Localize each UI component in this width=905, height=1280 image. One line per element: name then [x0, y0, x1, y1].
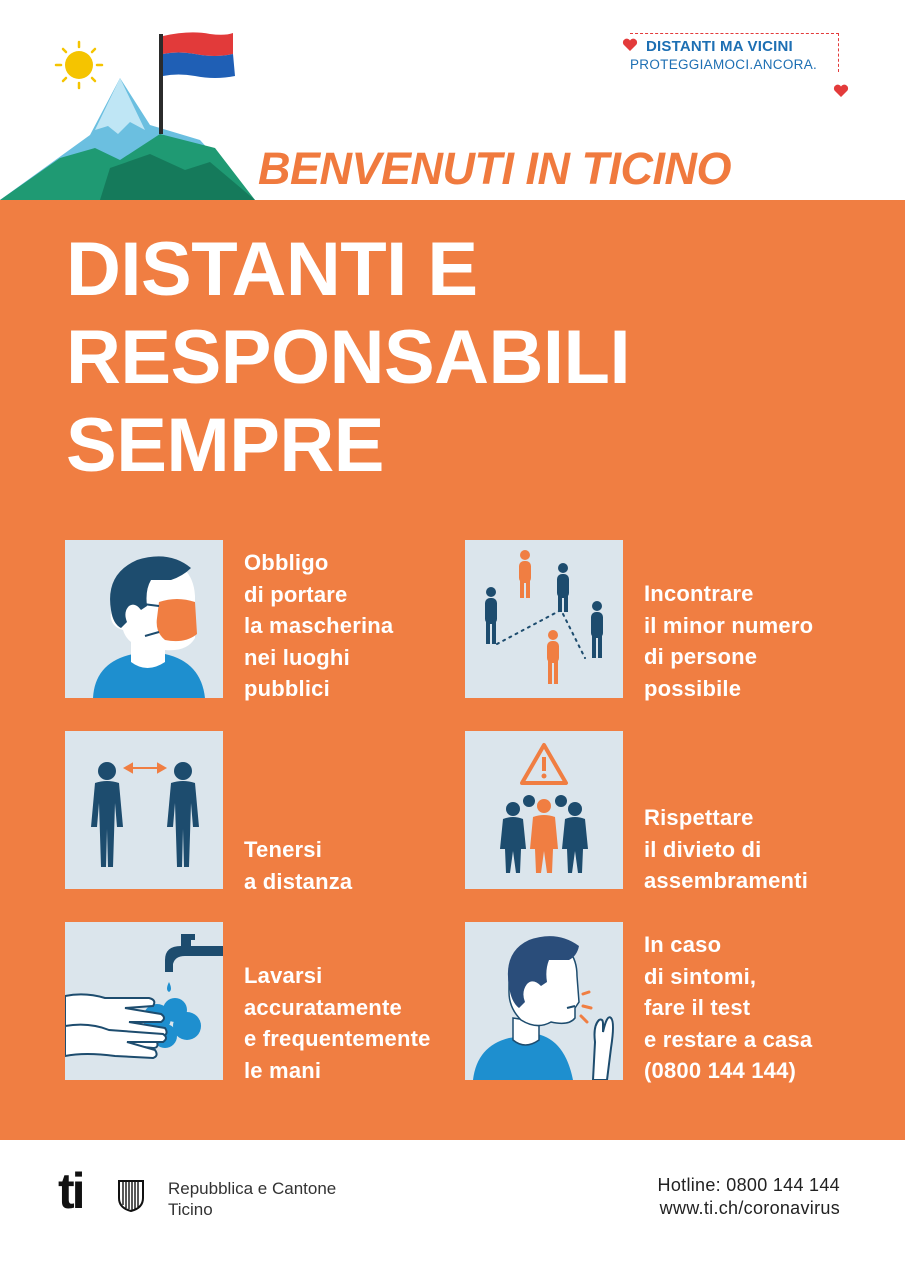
coughing-person-icon [465, 922, 623, 1080]
rule-text-line: e frequentemente [244, 1026, 431, 1051]
rule-text-line: di sintomi, [644, 963, 757, 989]
mountain-flag-icon [0, 30, 260, 202]
no-gatherings-tile [465, 731, 623, 889]
rule-text-line: Obbligo [244, 550, 329, 575]
headline-line: SEMPRE [66, 403, 384, 488]
rule-text-line: di portare [244, 581, 348, 607]
symptoms-rule [644, 929, 812, 1087]
people-meeting-tile [465, 540, 623, 698]
mask-rule [244, 547, 393, 705]
coughing-tile [465, 922, 623, 1080]
rule-text-line: la mascherina [244, 613, 394, 638]
badge-subtitle: PROTEGGIAMOCI.ANCORA. [630, 57, 818, 72]
rule-text-line: Incontrare [644, 581, 754, 606]
headline-line: DISTANTI E [66, 227, 478, 312]
welcome-title: BENVENUTI IN TICINO [258, 143, 732, 194]
heart-icon [622, 38, 638, 52]
rule-text-line: fare il test [644, 995, 751, 1020]
campaign-badge [630, 33, 839, 72]
hand-washing-tile [65, 922, 223, 1080]
rule-text-line: nei luoghi [244, 644, 350, 670]
canton-name [168, 1178, 336, 1220]
face-mask-icon [65, 540, 223, 698]
gatherings-rule [644, 802, 808, 897]
rule-text-line: possibile [644, 675, 742, 701]
keep-distance-icon [65, 731, 223, 889]
rule-text-line: accuratamente [244, 994, 402, 1020]
headline-line: RESPONSABILI [66, 315, 631, 400]
page-title [66, 226, 630, 490]
rule-text-line: Rispettare [644, 805, 754, 830]
face-mask-tile [65, 540, 223, 698]
people-meeting-icon [465, 540, 623, 698]
hand-washing-icon [65, 922, 223, 1080]
rule-text-line: di persone [644, 644, 758, 669]
rule-text-line: assembramenti [644, 868, 809, 893]
no-gatherings-icon [465, 731, 623, 889]
meeting-rule [644, 578, 813, 704]
hotline-text: Hotline: 0800 144 144 [657, 1175, 840, 1195]
canton-line: Ticino [168, 1200, 213, 1219]
rule-text-line: e restare a casa [644, 1026, 813, 1052]
badge-title: DISTANTI MA VICINI [646, 38, 793, 55]
distance-rule [244, 834, 352, 897]
rule-text-line: le mani [244, 1057, 322, 1083]
rule-text-line: a distanza [244, 868, 353, 894]
rule-text-line: il minor numero [644, 612, 814, 638]
canton-logo [58, 1163, 148, 1220]
rule-text-line: (0800 144 144) [644, 1058, 797, 1083]
website-link[interactable]: www.ti.ch/coronavirus [659, 1198, 840, 1218]
contact-info [658, 1174, 840, 1220]
canton-line: Repubblica e Cantone [168, 1179, 337, 1198]
washing-rule [244, 960, 431, 1086]
rule-text-line: pubblici [244, 676, 330, 701]
logo-ti-text: ti [58, 1163, 83, 1219]
rule-text-line: Tenersi [244, 837, 323, 862]
rule-text-line: Lavarsi [244, 963, 323, 988]
keep-distance-tile [65, 731, 223, 889]
rule-text-line: In caso [644, 932, 722, 957]
rule-text-line: il divieto di [644, 836, 762, 862]
canton-shield-icon [118, 1180, 144, 1212]
heart-icon [833, 84, 849, 98]
